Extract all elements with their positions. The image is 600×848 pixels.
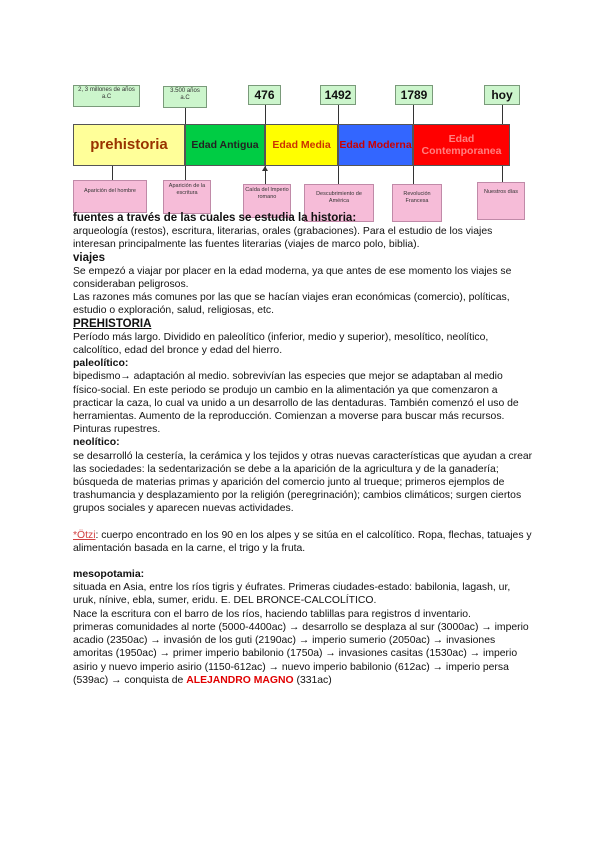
paragraph-meso-2: Nace la escritura con el barro de los ríos, haciendo tablillas para registros d inventario. [73,608,471,620]
event-box: Nuestros días [477,182,525,220]
connector-line [338,166,339,184]
connector-line [185,108,186,124]
connector-line [338,105,339,124]
heading-fuentes: fuentes a través de las cuales se estudia la historia: [73,212,357,224]
event-box: Descubrimiento de América [304,184,374,222]
meso-end: (331ac) [293,674,332,686]
otzi-label: *Ötzi [73,529,96,541]
era-contemporanea [413,124,510,166]
year-hoy: hoy [484,85,520,105]
paragraph-meso-3 [73,621,533,687]
era-media [265,124,338,166]
alejandro-magno: ALEJANDRO MAGNO [186,674,294,686]
era-moderna [338,124,413,166]
event-box: Aparición de la escritura [163,180,211,214]
era-label: Edad Contemporanea [421,133,502,157]
connector-line [413,105,414,124]
year-1789: 1789 [395,85,433,105]
paragraph-prehistoria: Período más largo. Dividido en paleolítico (inferior, medio y superior), mesolítico, neolítico, calcolítico, edad del bronce y edad del hierro. [73,331,489,357]
heading-prehistoria: PREHISTORIA [73,317,152,330]
era-antigua [185,124,265,166]
paragraph-viajes-1: Se empezó a viajar por placer en la edad moderna, ya que antes de ese momento los viajes se consideraban peligrosos. [73,265,512,291]
heading-viajes: viajes [73,251,105,264]
heading-neolitico: neolítico: [73,436,120,449]
event-box: Aparición del hombre [73,180,147,213]
heading-mesopotamia: mesopotamia: [73,568,145,581]
era-prehistoria [73,124,185,166]
era-label: Edad Media [272,139,331,151]
paragraph-fuentes: arqueología (restos), escritura, literarias, orales (grabaciones). Para el estudio de los viajes interesan principalmente las fuentes literarias (viajes de marco polo, biblia). [73,226,493,251]
connector-line [502,166,503,182]
arrow-up-icon [262,166,268,171]
connector-line [413,166,414,184]
paragraph-neolitico: se desarrolló la cestería, la cerámica y los tejidos y otras nuevas características que ayudan a crear las sociedades: la sedentarización se debe a la aparición de la agricultura y de la ganadería; búsqueda de materias primas y aparición del comercio junto al trueque; primeros ejemplos de trashumancia y desplazamiento por la religión (peregrinación); cambios climáticos; surgen ciertos grupos sociales y aparecen nuevas actividades. [73,450,533,515]
otzi-text: : cuerpo encontrado en los 90 en los alpes y se sitúa en el calcolítico. Ropa, flechas, tatuajes y alimentación basada en la carne, el trigo y la fruta. [73,529,532,554]
paragraph-meso-1: situada en Asia, entre los ríos tigris y éufrates. Primeras ciudades-estado: babilonia, lagash, ur, uruk, nínive, ebla, sumer, eridu. E. DEL BRONCE-CALCOLÍTICO. [73,582,511,607]
document-body [73,212,533,687]
top-box-origin: 2, 3 millones de años a.C [73,85,140,107]
era-label: prehistoria [90,136,168,153]
event-box: Caída del Imperio romano [243,184,291,218]
connector-line [185,166,186,180]
year-1492: 1492 [320,85,356,105]
top-box-writing: 3.500 años a.C [163,86,207,108]
paragraph-viajes-2: Las razones más comunes por las que se hacían viajes eran económicas (comercio), políticas, estudio o exploración, salud, religiosas, etc. [73,292,510,317]
year-476: 476 [248,85,281,105]
paragraph-paleolitico: bipedismo→ adaptación al medio. sobrevivían las especies que mejor se adaptaban al medio físico-social. En este periodo se produjo un cambio en la alimentación ya que comenzaron a practicar la caza, lo cual va unido a un desarrollo de las dentaduras. También comenzó el uso de herramientas. Aumento de la reproducción. Comienzan a moverse para buscar más recursos. Pinturas rupestres. [73,371,519,436]
connector-line [502,105,503,124]
heading-paleolitico: paleolítico: [73,357,129,370]
paragraph-otzi [73,529,533,555]
connector-line [112,166,113,180]
era-label: Edad Moderna [339,139,412,151]
era-label: Edad Antigua [191,139,259,151]
event-box: Revolución Francesa [392,184,442,222]
connector-line [265,105,266,124]
meso-chronology: primeras comunidades al norte (5000-4400ac) → desarrollo se desplaza al sur (3000ac) → imperio acadio (2350ac) → invasión de los guti (2190ac) → imperio sumerio (2050ac) → invasiones amoritas (1950ac) → primer imperio babilonio (1750a) → invasiones casitas (1530ac) → imperio asirio y nuevo imperio asirio (1150-612ac) → nuevo imperio babilonio (612ac) → imperio persa (539ac) → conquista de [73,621,529,686]
